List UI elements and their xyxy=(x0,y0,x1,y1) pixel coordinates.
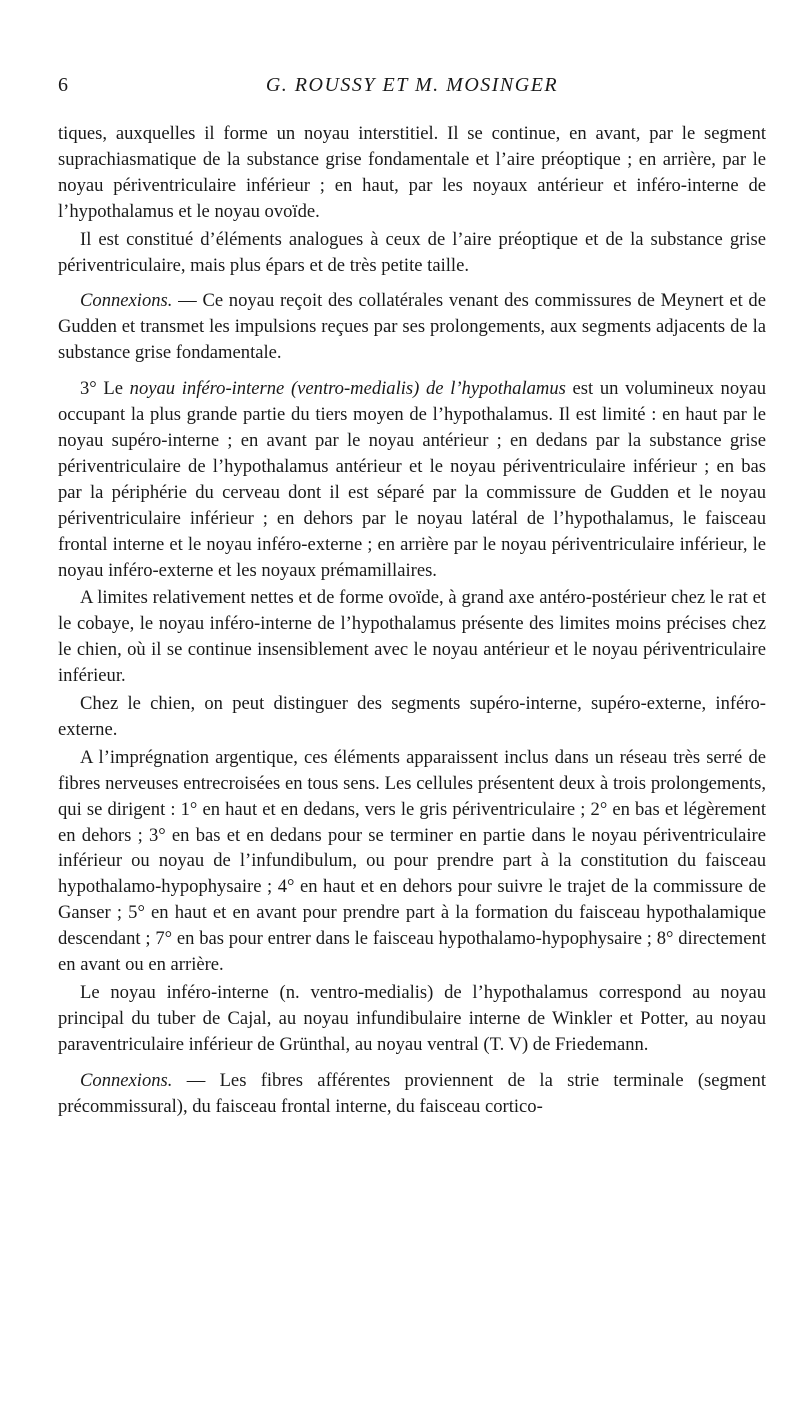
paragraph: Il est constitué d’éléments analogues à ceux de l’aire préoptique et de la substance grise périventriculaire, mais plus épars et de très petite taille. xyxy=(58,228,766,276)
page xyxy=(58,74,766,1122)
page-header xyxy=(58,74,766,104)
paragraph-connexions: Connexions. — Les fibres afférentes proviennent de la strie terminale (segment précommissural), du faisceau frontal interne, du faisceau cortico- xyxy=(58,1069,766,1117)
running-title: G. ROUSSY ET M. MOSINGER xyxy=(265,74,559,96)
body-text xyxy=(58,121,766,1120)
paragraph-connexions: Connexions. — Ce noyau reçoit des collatérales venant des commissures de Meynert et de Gudden et transmet les impulsions reçues par ses prolongements, aux segments adjacents de la substance grise fondamentale. xyxy=(58,290,766,364)
section-lead: Connexions. xyxy=(80,290,173,312)
section-lead: noyau inféro-interne (ventro-medialis) de l’hypothalamus xyxy=(129,378,566,400)
paragraph: tiques, auxquelles il forme un noyau interstitiel. Il se continue, en avant, par le segment suprachiasmatique de la substance grise fondamentale et l’aire préoptique ; en arrière, par le noyau périventriculaire inférieur ; en haut, par les noyaux antérieur et inféro-interne de l’hypothalamus et le noyau ovoïde. xyxy=(58,123,766,222)
paragraph: A l’imprégnation argentique, ces éléments apparaissent inclus dans un réseau très serré de fibres nerveuses entrecroisées en tous sens. Les cellules présentent deux à trois prolongements, qui se dirigent : 1° en haut et en dedans, vers le gris périventriculaire ; 2° en bas et légèrement en dehors ; 3° en bas et en dedans pour se terminer en partie dans le noyau périventriculaire inférieur ou noyau de l’infundibulum, ou pour prendre part à la constitution du faisceau hypothalamo-hypophysaire ; 4° en haut et en dehors pour suivre le trajet de la commissure de Ganser ; 5° en haut et en avant pour prendre part à la formation du faisceau hypothalamique descendant ; 7° en bas pour entrer dans le faisceau hypothalamo-hypophysaire ; 8° directement en avant ou en arrière. xyxy=(58,746,766,976)
paragraph: Le noyau inféro-interne (n. ventro-medialis) de l’hypothalamus correspond au noyau principal du tuber de Cajal, au noyau infundibulaire interne de Winkler et Potter, au noyau paraventriculaire inférieur de Grünthal, au noyau ventral (T. V) de Friedemann. xyxy=(58,982,766,1055)
paragraph: Chez le chien, on peut distinguer des segments supéro-interne, supéro-externe, inféro-externe. xyxy=(58,693,766,740)
section-lead: Connexions. xyxy=(80,1069,173,1091)
page-number: 6 xyxy=(58,74,68,96)
paragraph: A limites relativement nettes et de forme ovoïde, à grand axe antéro-postérieur chez le rat et le cobaye, le noyau inféro-interne de l’hypothalamus présente des limites moins précises chez le chien, où il se continue insensiblement avec le noyau antérieur et le noyau périventriculaire inférieur. xyxy=(58,587,766,687)
paragraph-noyau-infero-interne: 3° Le noyau inféro-interne (ventro-medialis) de l’hypothalamus est un volumineux noyau occupant la plus grande partie du tiers moyen de l’hypothalamus. Il est limité : en haut par le noyau supéro-interne ; en avant par le noyau antérieur ; en dedans par la substance grise périventriculaire de l’hypothalamus antérieur et le noyau périventriculaire inférieur ; en bas par la périphérie du cerveau dont il est séparé par la commissure de Gudden et le noyau périventriculaire inférieur ; en dehors par le noyau latéral de l’hypothalamus, le faisceau frontal interne et le noyau inféro-externe ; en arrière par le noyau périventriculaire inférieur, le noyau inféro-externe et les noyaux prémamillaires. xyxy=(58,378,766,581)
